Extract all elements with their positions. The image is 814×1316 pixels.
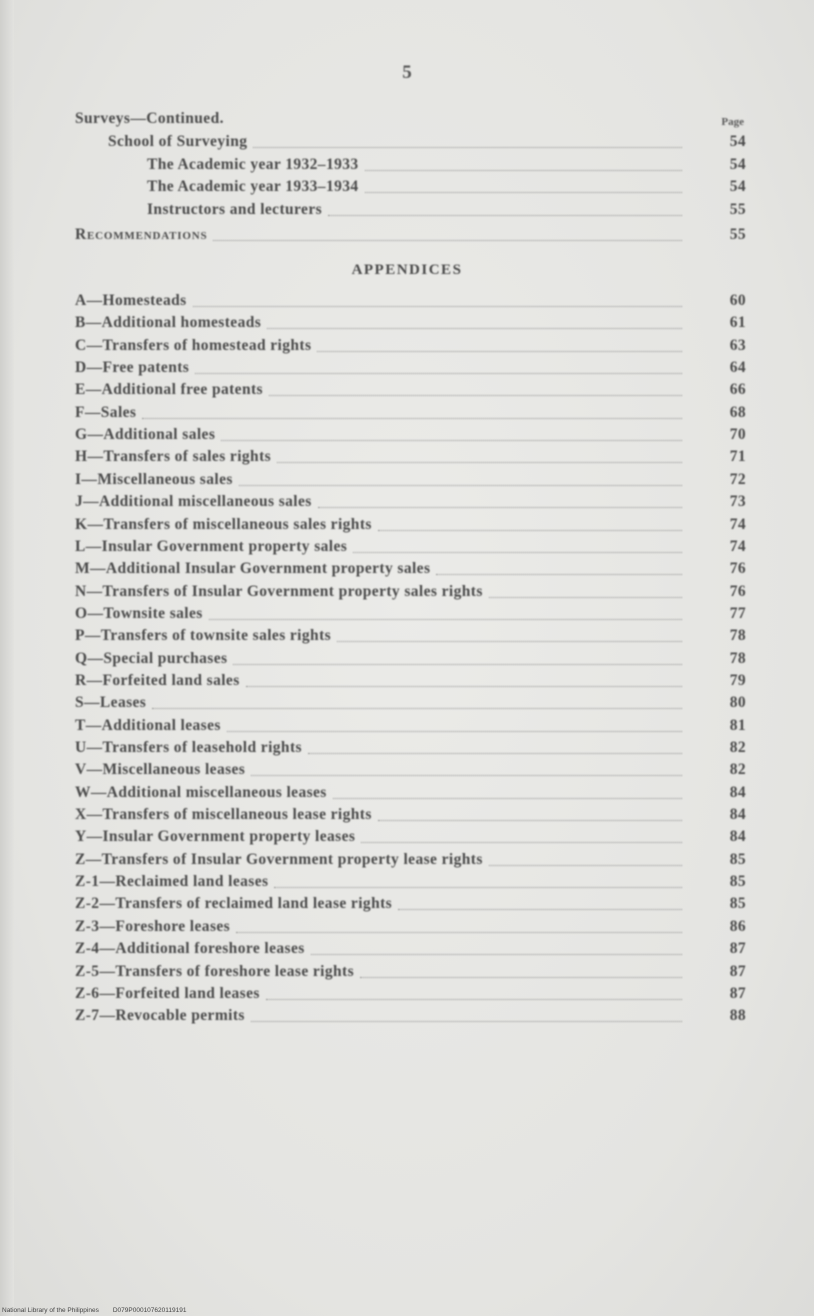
toc-row-label: Z-7—Revocable permits [75,1007,245,1025]
toc-row-appendix [0,292,814,314]
toc-row-label: Instructors and lecturers [147,200,323,218]
toc-row-page: 76 [729,560,746,578]
toc-row-page: 82 [729,761,746,779]
toc-row-appendix [0,717,814,739]
toc-row-appendix [0,314,814,336]
toc-row-label: Q—Special purchases [75,649,228,667]
toc-row-page: 68 [729,403,746,421]
toc-row-label: S—Leases [75,694,147,712]
dot-leader [365,192,682,193]
toc-row-appendix [0,761,814,783]
toc-row-appendix [0,940,814,962]
dot-leader [193,306,682,307]
toc-row-page: 84 [729,806,746,824]
toc-row-label: G—Additional sales [75,426,216,444]
toc-row-page: 87 [729,984,746,1002]
toc-row-label: M—Additional Insular Government property sales [75,560,431,578]
dot-leader [251,1021,682,1022]
dot-leader [398,909,682,910]
dot-leader [328,215,682,216]
dot-leader [239,485,682,486]
toc-row-label: U—Transfers of leasehold rights [75,739,302,756]
toc-row-label: Y—Insular Government property leases [75,828,356,846]
toc-row-page: 81 [729,716,746,734]
toc-row-appendix [0,627,814,649]
toc-row-label: The Academic year 1932–1933 [147,155,359,173]
dot-leader [353,552,682,553]
toc-row-page: 71 [729,448,746,466]
surveys-continued-label: Surveys—Continued. [75,110,224,127]
toc-row-page: 78 [729,649,746,667]
toc-row-page: 63 [729,336,746,354]
toc-row-page: 84 [729,783,746,801]
toc-row-appendix [0,448,814,470]
toc-row-appendix [0,784,814,806]
dot-leader [360,977,682,978]
dot-leader [365,170,682,171]
toc-row-page: 55 [729,200,746,218]
dot-leader [195,373,682,374]
toc-row-appendix [0,694,814,716]
dot-leader [489,865,682,866]
dot-leader [233,664,682,665]
toc-row-appendix [0,493,814,515]
dot-leader [221,440,682,441]
toc-row-page: 79 [729,671,746,689]
toc-row-page: 87 [729,940,746,958]
dot-leader [337,641,682,642]
toc-row-label: P—Transfers of townsite sales rights [75,627,332,645]
dot-leader [209,619,682,620]
toc-row-page: 87 [729,962,746,980]
toc-row-page: 61 [729,314,746,332]
toc-row-label: F—Sales [75,403,137,421]
toc-row-label: L—Insular Government property sales [75,537,348,555]
dot-leader [436,574,682,575]
toc-row-label: O—Townsite sales [75,604,203,622]
toc-row-page: 85 [729,895,746,913]
dot-leader [378,530,682,531]
dot-leader [489,597,682,598]
toc-row-appendix [0,918,814,940]
toc-row-label: A—Homesteads [75,292,187,309]
toc-row-label: Z-4—Additional foreshore leases [75,940,305,958]
dot-leader [311,954,682,955]
dot-leader [274,887,682,888]
scan-footer [2,1307,186,1314]
dot-leader [251,775,682,776]
appendices-heading: APPENDICES [351,262,463,278]
toc-row-page: 76 [729,582,746,600]
toc-row-label: Z-5—Transfers of foreshore lease rights [75,962,355,980]
surveys-continued-heading [0,110,814,132]
toc-row-page: 60 [729,292,746,309]
toc-row-appendix [0,963,814,985]
toc-row-label: Recommendations [75,226,208,243]
toc-row-page: 84 [729,828,746,846]
page-column-header: Page [721,116,744,128]
dot-leader [213,240,682,241]
toc-row-page: 78 [729,627,746,645]
dot-leader [246,686,682,687]
toc-row-surveys-2 [0,178,814,200]
toc-row-page: 80 [729,694,746,712]
dot-leader [277,462,682,463]
toc-row-appendix [0,672,814,694]
toc-row-appendix [0,650,814,672]
toc-row-appendix [0,516,814,538]
toc-row-page: 74 [729,537,746,555]
toc-row-appendix [0,560,814,582]
page-number: 5 [402,62,412,83]
toc-row-page: 55 [729,226,746,243]
toc-row-label: C—Transfers of homestead rights [75,336,312,354]
toc-row-appendix [0,605,814,627]
toc-row-label: T—Additional leases [75,716,221,734]
toc-row-page: 77 [729,604,746,622]
toc-row-page: 85 [729,850,746,868]
toc-row-label: K—Transfers of miscellaneous sales rights [75,515,372,533]
toc-row-label: W—Additional miscellaneous leases [75,783,327,801]
toc-row-page: 82 [729,739,746,756]
toc-row-surveys-1 [0,156,814,178]
toc-row-label: R—Forfeited land sales [75,671,240,689]
toc-row-label: J—Additional miscellaneous sales [75,493,312,511]
toc-row-appendix [0,583,814,605]
toc-row-appendix [0,873,814,895]
dot-leader [318,507,682,508]
toc-row-page: 72 [729,470,746,488]
toc-row-appendix [0,1007,814,1029]
toc-row-appendix [0,404,814,426]
dot-leader [142,418,682,419]
toc-row-appendix [0,895,814,917]
dot-leader [253,147,682,148]
toc-row-label: Z-3—Foreshore leases [75,917,231,935]
toc-row-label: Z-1—Reclaimed land leases [75,873,269,891]
toc-row-appendix [0,828,814,850]
toc-row-appendix [0,985,814,1007]
toc-row-label: V—Miscellaneous leases [75,761,246,779]
toc-row-page: 86 [729,917,746,935]
toc-row-label: E—Additional free patents [75,381,263,399]
toc-row-appendix [0,851,814,873]
toc-row-appendix [0,359,814,381]
dot-leader [227,731,682,732]
toc-row-page: 85 [729,873,746,891]
toc-row-label: Z-2—Transfers of reclaimed land lease rights [75,895,393,913]
dot-leader [236,932,682,933]
toc-row-label: Z—Transfers of Insular Government property lease rights [75,850,483,868]
toc-row-appendix [0,381,814,403]
toc-row-label: D—Free patents [75,359,190,377]
toc-row-appendix [0,739,814,761]
toc-row-page: 54 [729,133,746,150]
toc-row-page: 88 [729,1007,746,1025]
dot-leader [266,999,682,1000]
toc-row-label: X—Transfers of miscellaneous lease rights [75,806,372,824]
toc-row-label: The Academic year 1933–1934 [147,178,359,195]
dot-leader [361,842,682,843]
toc-row-label: Z-6—Forfeited land leases [75,984,260,1002]
toc-row-page: 54 [729,155,746,173]
dot-leader [333,798,682,799]
toc-row-appendix [0,471,814,493]
dot-leader [308,753,682,754]
toc-row-appendix [0,538,814,560]
toc-row-label: N—Transfers of Insular Government property sales rights [75,582,483,600]
toc-row-page: 73 [729,493,746,511]
toc-row-recommendations [0,226,814,248]
toc-row-surveys-3 [0,201,814,223]
toc-row-page: 66 [729,381,746,399]
toc-row-surveys-0 [0,133,814,155]
toc-row-label: I—Miscellaneous sales [75,470,233,488]
dot-leader [378,820,682,821]
toc-row-page: 70 [729,426,746,444]
dot-leader [317,351,682,352]
dot-leader [267,328,682,329]
toc-row-appendix [0,337,814,359]
toc-row-label: School of Surveying [108,133,248,150]
toc-row-appendix [0,426,814,448]
toc-row-label: H—Transfers of sales rights [75,448,272,466]
toc-row-page: 64 [729,359,746,377]
toc-row-appendix [0,806,814,828]
toc-row-page: 74 [729,515,746,533]
dot-leader [152,708,682,709]
toc-row-page: 54 [729,178,746,195]
footer-scan-code: D079P000107620119191 [112,1307,187,1314]
toc-row-label: B—Additional homesteads [75,314,262,332]
dot-leader [269,395,682,396]
footer-library-name: National Library of the Philippines [2,1307,99,1314]
